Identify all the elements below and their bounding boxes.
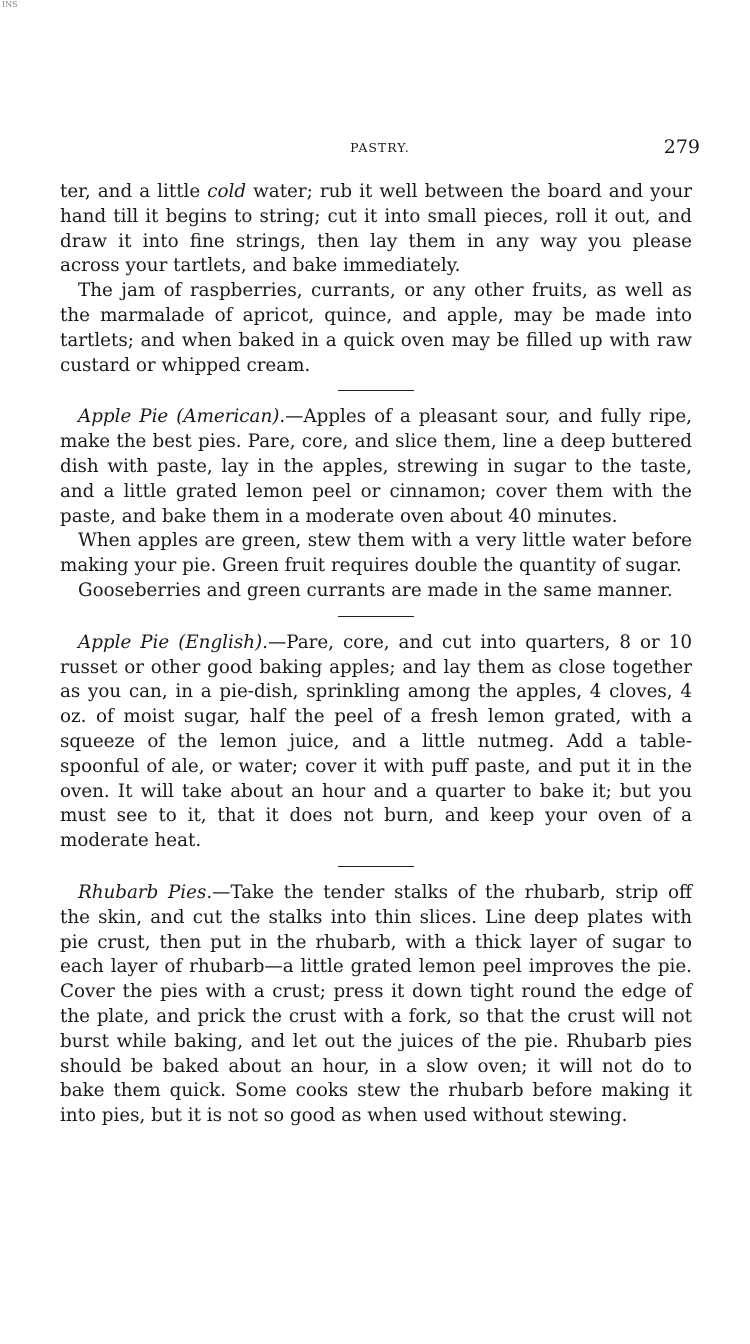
recipe-title: Apple Pie (American). (78, 406, 286, 428)
corner-mark: INS (2, 0, 18, 9)
page-body (60, 180, 692, 1129)
paragraph-jam-tartlets: The jam of raspberries, currants, or any other fruits, as well as the marmalade of apricot, quince, and apple, may be made into tartlets; and when baked in a quick oven may be filled up with raw custard or whipped cream. (60, 280, 692, 376)
paragraph-gooseberries: Gooseberries and green currants are made in the same manner. (78, 579, 673, 601)
recipe-rhubarb-pies (60, 881, 692, 1129)
recipe-title: Apple Pie (English). (78, 631, 268, 653)
page-number: 279 (663, 136, 700, 158)
section-divider (338, 866, 414, 867)
italic-word: cold (207, 181, 247, 202)
paragraph-green-apples: When apples are green, stew them with a very little water before making your pie. Green fruit requires double the quantity of sugar. (60, 530, 692, 577)
running-header (60, 136, 700, 160)
recipe-apple-pie-english (60, 631, 692, 854)
text-run: water; rub it well between the board and your hand till it begins to string; cut it into small pieces, roll it out, and draw it into fine strings, then lay them in any way you please across your tartlets, and bake immediately. (60, 181, 692, 277)
recipe-text: —Apples of a pleasant sour, and fully ripe, make the best pies. Pare, core, and slice them, line a deep buttered dish with paste, lay in the apples, strewing in sugar to the taste, and a little grated lemon peel or cinnamon; cover them with the paste, and bake them in a moderate oven about 40 minutes. (60, 406, 692, 527)
recipe-title: Rhubarb Pies. (78, 881, 213, 903)
section-divider (338, 390, 414, 391)
paragraph-continued (60, 180, 692, 279)
section-divider (338, 616, 414, 617)
recipe-text: —Pare, core, and cut into quarters, 8 or 10 russet or other good baking apples; and lay them as close together as you can, in a pie-dish, sprinkling among the apples, 4 cloves, 4 oz. of moist sugar, half the peel of a fresh lemon grated, with a squeeze of the lemon juice, and a little nutmeg. Add a table-spoonful of ale, or water; cover it with puff paste, and put it in the oven. It will take about an hour and a quarter to bake it; but you must see to it, that it does not burn, and keep your oven of a moderate heat. (60, 631, 692, 852)
recipe-apple-pie-american (60, 405, 692, 529)
running-title: PASTRY. (350, 140, 410, 155)
text-run: ter, and a little (60, 181, 208, 202)
recipe-text: —Take the tender stalks of the rhubarb, strip off the skin, and cut the stalks into thin slices. Line deep plates with pie crust, then put in the rhubarb, with a thick layer of sugar to each layer of rhubarb—a little grated lemon peel improves the pie. Cover the pies with a crust; press it down tight round the edge of the plate, and prick the crust with a fork, so that the crust will not burst while baking, and let out the juices of the pie. Rhubarb pies should be baked about an hour, in a slow oven; it will not do to bake them quick. Some cooks stew the rhubarb before making it into pies, but it is not so good as when used without stewing. (60, 881, 692, 1127)
